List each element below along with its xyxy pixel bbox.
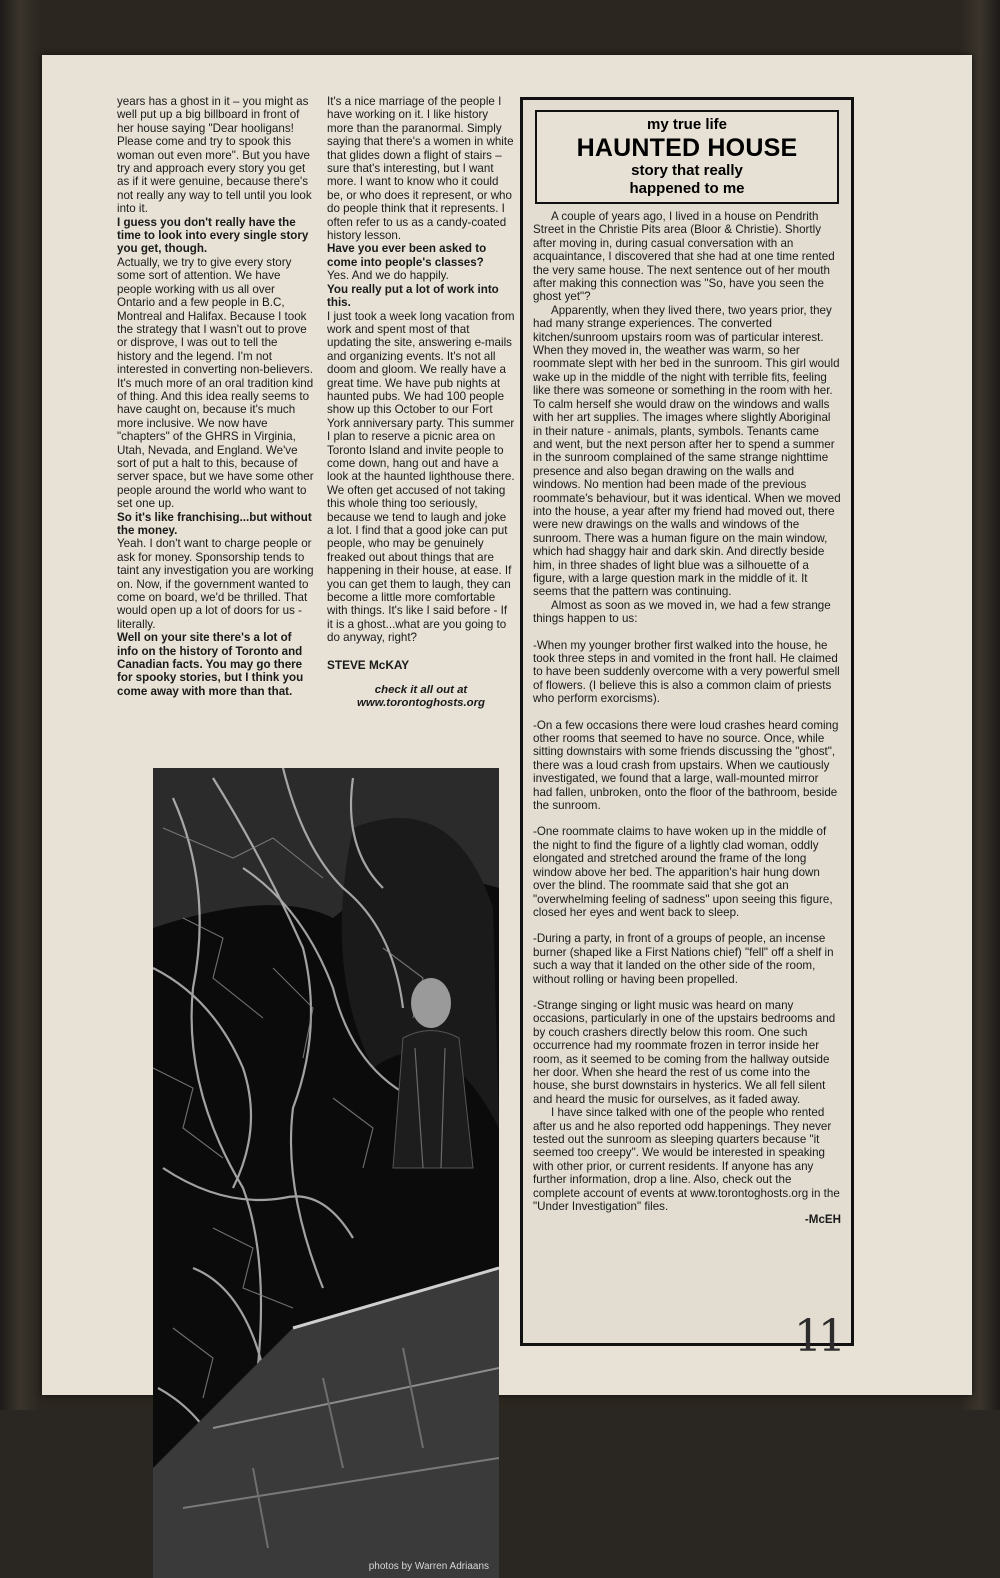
story-paragraph: -On a few occasions there were loud crashes heard coming other rooms that seemed to have no source. Once, while sitting downstairs with some friends discussing the "ghost", there was a loud crash from upstairs. When we cautiously investigated, we found that a large, wall-mounted mirror had fallen, unbroken, onto the floor of the bathroom, beside the sunroom. <box>533 718 839 813</box>
sidebar-title-main: HAUNTED HOUSE <box>576 134 798 162</box>
story-signature: -McEH <box>804 1213 841 1227</box>
newspaper-page <box>42 55 972 1572</box>
story-paragraph: -Strange singing or light music was heard on many occasions, particularly in one of the upstairs bedrooms and by couch crashers directly below this room. One such occurrence had my roommate frozen in terror inside her room, as it seemed to be coming from the hallway outside her door. When she heard the rest of us come into the house, she burst downstairs in hysterics. We all fell silent and heard the music for ourselves, as it faded away. <box>533 998 836 1106</box>
credit-line: check it all out at <box>374 684 468 697</box>
credit-url: www.torontoghosts.org <box>356 697 486 710</box>
interview-question: You really put a lot of work into this. <box>327 282 499 310</box>
article-paragraph: It's a nice marriage of the people I have working on it. I like history more than the paranormal. Simply saying that there's a women in white that glides down a flight of stairs – sure that's interesting, but I want more. I want to know who it could be, or who does it represent, or who do people think that it represents. I often refer to us as a candy-coated history lesson. <box>327 95 514 243</box>
article-paragraph: Yeah. I don't want to charge people or ask for money. Sponsorship tends to taint any investigation you are working on. Now, if the government wanted to come on board, we'd be thrilled. That would open up a lot of doors for us - literally. <box>117 537 314 631</box>
story-paragraph: -One roommate claims to have woken up in the middle of the night to find the figure of a lightly clad woman, oddly elongated and stretched around the frame of the long window above her bed. The apparition's hair hung down over the blind. The roommate said that she got an "overwhelming feeling of sadness" upon seeing this figure, closed her eyes and went back to sleep. <box>533 825 833 919</box>
article-paragraph: Yes. And we do happily. <box>327 269 449 283</box>
sidebar-title-sub: happened to me <box>629 180 745 197</box>
story-paragraph: A couple of years ago, I lived in a house on Pendrith Street in the Christie Pits area (Bloor & Christie). Shortly after moving in, during casual conversation with an acquaintance, I discovered that she had at one time rented the very same house. The next sentence out of her mouth after making this connection was "So, have you seen the ghost yet"? <box>533 210 835 304</box>
author-name: STEVE McKAY <box>327 657 410 672</box>
interview-question: So it's like franchising...but without the money. <box>117 510 312 537</box>
article-column-2 <box>327 95 515 711</box>
page-number: 11 <box>794 1311 842 1362</box>
story-paragraph: Almost as soon as we moved in, we had a few strange things happen to us: <box>533 598 831 626</box>
website-credit <box>327 684 515 711</box>
story-paragraph: Apparently, when they lived there, two years prior, they had many strange experiences. The converted kitchen/sunroom upstairs room was of particular interest. When they moved in, the weather was warm, so her roommate slept with her bed in the sunroom. This girl would wake up in the middle of the night with terrible fits, feeling like there was someone or something in the room with her. To calm herself she would draw on the windows and walls with her art supplies. The images where slightly Aboriginal in their nature - animals, plants, symbols. Tenants came and went, but the next person after her to spend a summer in the sunroom complained of the same strange nighttime presence and also began drawing on the walls and windows. No mention had been made of the previous roommate's behaviour, but it was identical. When we moved into the house, a year after my friend had moved out, there were new drawings on the walls and windows of the sunroom. There was a human figure on the main window, which had shaggy hair and dark skin. And directly beside him, in three shades of light blue was a silhouette of a figure, with a large question mark in the middle of it. It seems that the pattern was continuing. <box>533 303 841 599</box>
sidebar-title-sub: story that really <box>631 162 743 179</box>
ghost-hunter-photo <box>153 768 499 1578</box>
sidebar-title-top: my true life <box>646 116 728 133</box>
sidebar-header <box>535 110 839 204</box>
sidebar-body <box>533 210 841 1227</box>
photo-credit: photos by Warren Adriaans <box>368 1561 489 1572</box>
story-paragraph: -During a party, in front of a groups of people, an incense burner (shaped like a First Nations chief) "fell" off a shelf in such a way that it landed on the other side of the room, without rolling or having been propelled. <box>533 932 834 986</box>
article-paragraph: Actually, we try to give every story some sort of attention. We have people working with us all over Ontario and a few people in B.C, Montreal and Halifax. Because I took the strategy that I wasn't out to prove or disprove, I was out to tell the history and the legend. I'm not interested in converting non-believers. It's much more of an oral tradition kind of thing. And this idea really seems to have caught on, because it's much more inclusive. We now have "chapters" of the GHRS in Virginia, Utah, Nevada, and England. We've sort of put a halt to this, because of server space, but we have some other people around the world who want to set one up. <box>117 255 314 511</box>
article-paragraph: I just took a week long vacation from work and spent most of that updating the site, answering e-mails and organizing events. It's not all doom and gloom. We really have a great time. We have pub nights at haunted pubs. We had 100 people show up this October to our Fort York anniversary party. This summer I plan to reserve a picnic area on Toronto Island and invite people to come down, hang out and have a look at the haunted lighthouse there. We often get accused of not taking this whole thing too seriously, because we tend to laugh and joke a lot. I find that a good joke can put people, who may be genuinely freaked out about things that are happening in their house, at ease. If you can get them to laugh, they can become a little more comfortable with things. It's like I said before - If it is a ghost...what are you going to do anyway, right? <box>327 309 515 645</box>
interview-question: I guess you don't really have the time to look into every single story you get, though. <box>117 215 309 256</box>
interview-question: Well on your site there's a lot of info on the history of Toronto and Canadian facts. You may go there for spooky stories, but I think you come away with more than that. <box>117 631 304 698</box>
haunted-house-sidebar <box>520 97 854 1346</box>
article-paragraph: years has a ghost in it – you might as well put up a big billboard in front of her house saying "Dear hooligans! Please come and try to spook this woman out even more". But you have try and approach every story you get as if it were genuine, because there's not really any way to tell until you look into it. <box>117 95 312 216</box>
story-paragraph: -When my younger brother first walked into the house, he took three steps in and vomited in the front hall. He claimed to have been suddenly overcome with a very powerful smell of flowers. (I believe this is also a common claim of priests who perform exorcisms). <box>533 638 840 706</box>
interview-question: Have you ever been asked to come into people's classes? <box>327 242 487 269</box>
article-column-1 <box>117 95 314 698</box>
story-paragraph: I have since talked with one of the people who rented after us and he also reported odd happenings. They never tested out the sunroom as sleeping quarters because "it seemed too creepy". We would be interested in speaking with other prior, or current residents. If anyone has any further information, drop a line. Also, check out the complete account of events at www.torontoghosts.org in the "Under Investigation" files. <box>533 1106 840 1214</box>
photo-artwork <box>153 768 499 1578</box>
